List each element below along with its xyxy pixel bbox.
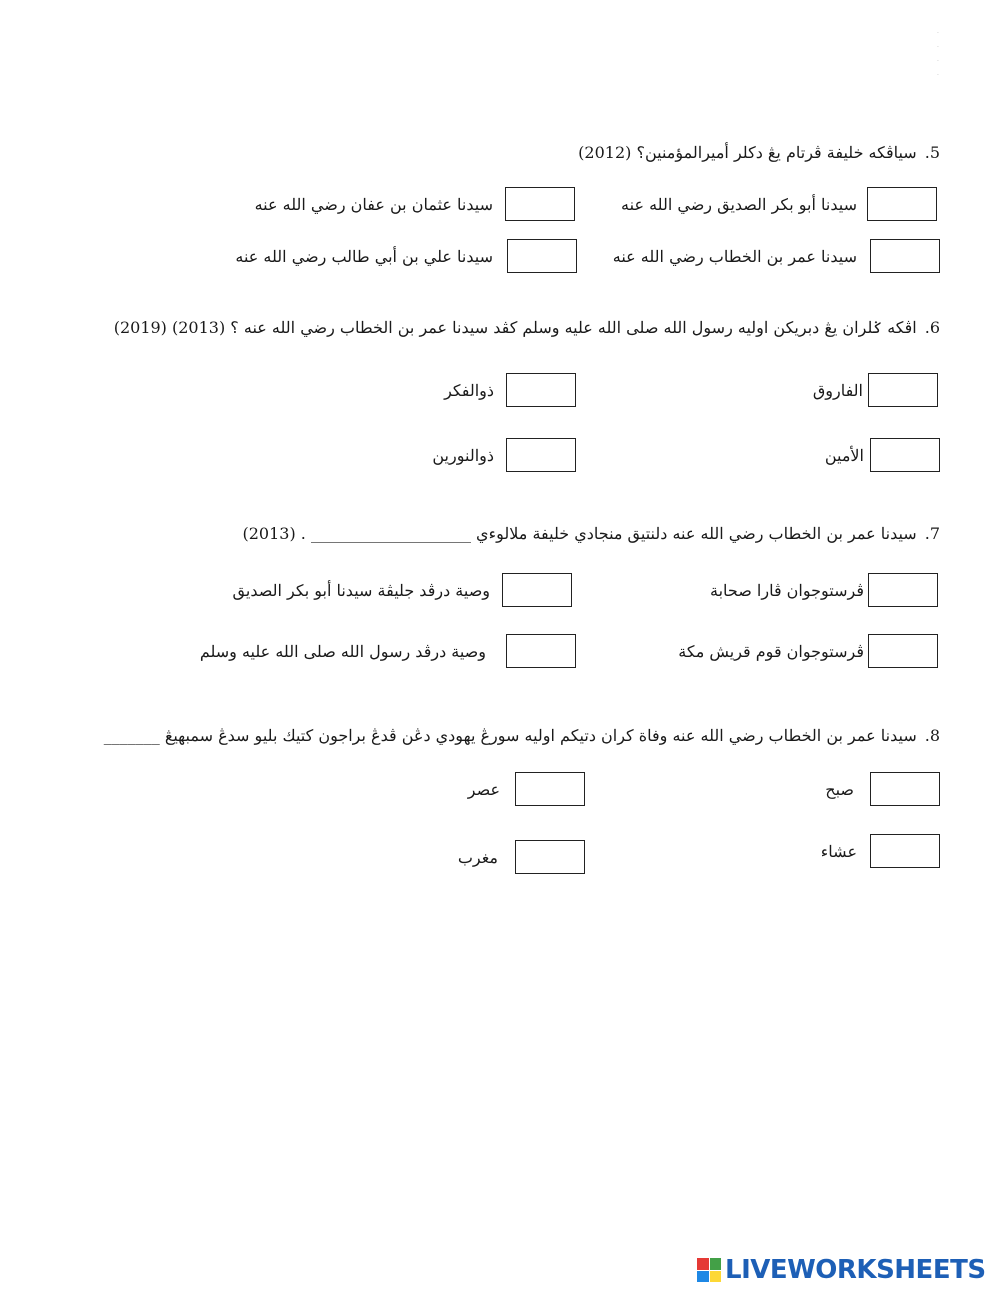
logo-square-red [697, 1258, 709, 1270]
margin-dots: · · · · [937, 30, 939, 79]
question-5 [0, 143, 940, 162]
question-6 [0, 318, 940, 337]
option-q7-b[interactable] [0, 573, 574, 609]
question-8 [0, 726, 940, 745]
answer-checkbox[interactable] [502, 573, 572, 607]
brand-name: LIVEWORKSHEETS [725, 1255, 986, 1285]
answer-checkbox[interactable] [868, 373, 938, 407]
option-label: ذوالفكر [444, 381, 494, 400]
option-label: الفاروق [812, 381, 863, 400]
question-number: 5. [924, 143, 940, 162]
option-label: سيدنا علي بن أبي طالب رضي الله عنه [235, 247, 493, 266]
option-q8-b[interactable] [0, 772, 587, 808]
option-q8-d[interactable] [0, 840, 587, 876]
question-number: 8. [924, 726, 940, 745]
question-number: 7. [924, 524, 940, 543]
option-label: صبح [825, 780, 854, 799]
answer-checkbox[interactable] [506, 634, 576, 668]
question-text: سيدنا عمر بن الخطاب رضي الله عنه وفاة كران دتيكم اوليه سورڠ يهودي دڠن ڤدڠ براجون كتيك بليو سدڠ سمبهيڠ _______ [103, 726, 917, 745]
option-label: عصر [467, 780, 500, 799]
answer-checkbox[interactable] [867, 187, 937, 221]
liveworksheets-logo-icon [697, 1258, 721, 1282]
option-q6-d[interactable] [0, 438, 578, 474]
option-q5-d[interactable] [0, 239, 578, 275]
logo-square-yellow [710, 1271, 722, 1283]
answer-checkbox[interactable] [870, 438, 940, 472]
question-text: اڤكه ݢلران يڠ دبريكن اوليه رسول الله صلى الله عليه وسلم كڤد سيدنا عمر بن الخطاب رضي الله عنه ؟ (2013) (2019) [113, 318, 917, 337]
option-label: عشاء [820, 842, 857, 861]
answer-checkbox[interactable] [868, 573, 938, 607]
option-label: سيدنا أبو بكر الصديق رضي الله عنه [621, 195, 857, 214]
option-label: وصية درڤد جليڤة سيدنا أبو بكر الصديق [232, 581, 490, 600]
answer-checkbox[interactable] [506, 438, 576, 472]
question-number: 6. [924, 318, 940, 337]
logo-square-blue [697, 1271, 709, 1283]
option-label: ذوالنورين [432, 446, 494, 465]
question-text: سيدنا عمر بن الخطاب رضي الله عنه دلنتيق منجادي خليفة ملالوءي ____________________ . (2013) [242, 524, 917, 543]
answer-checkbox[interactable] [870, 239, 940, 273]
answer-checkbox[interactable] [505, 187, 575, 221]
option-label: ڤرستوجوان ڤارا صحابة [709, 581, 864, 600]
option-label: سيدنا عمر بن الخطاب رضي الله عنه [612, 247, 857, 266]
logo-square-green [710, 1258, 722, 1270]
answer-checkbox[interactable] [870, 834, 940, 868]
option-label: الأمين [824, 446, 864, 465]
option-label: سيدنا عثمان بن عفان رضي الله عنه [254, 195, 493, 214]
option-q6-b[interactable] [0, 373, 578, 409]
option-label: ڤرستوجوان قوم قريش مكة [678, 642, 864, 661]
answer-checkbox[interactable] [506, 373, 576, 407]
option-label: مغرب [457, 848, 498, 867]
option-q5-b[interactable] [0, 187, 578, 223]
answer-checkbox[interactable] [870, 772, 940, 806]
question-text: سياڤكه خليفة ڤرتام يڠ دكلر أميرالمؤمنين؟ (2012) [578, 143, 917, 162]
answer-checkbox[interactable] [868, 634, 938, 668]
option-q7-d[interactable] [0, 634, 578, 670]
option-label: وصية درڤد رسول الله صلى الله عليه وسلم [199, 642, 486, 661]
answer-checkbox[interactable] [507, 239, 577, 273]
answer-checkbox[interactable] [515, 840, 585, 874]
answer-checkbox[interactable] [515, 772, 585, 806]
liveworksheets-footer[interactable] [697, 1254, 997, 1286]
question-7 [0, 524, 940, 543]
